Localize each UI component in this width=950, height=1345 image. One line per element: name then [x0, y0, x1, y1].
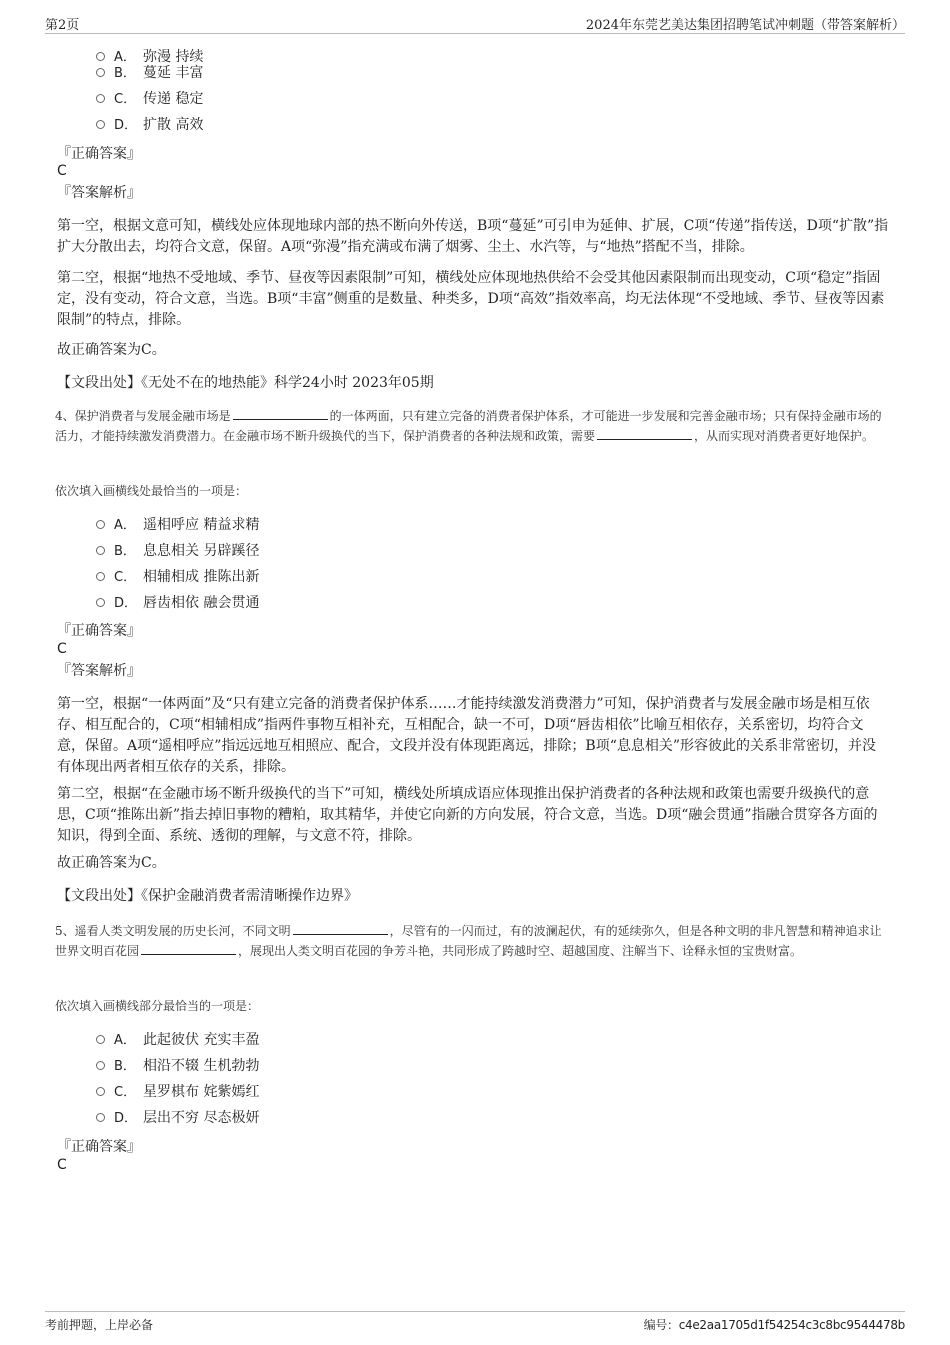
q5-answer: C — [57, 1157, 67, 1173]
q4-analysis-paragraph: 第二空，根据“在金融市场不断升级换代的当下”可知，横线处所填成语应体现推出保护消费者的各种法规和政策也需要升级换代的意思，C项“推陈出新”指去掉旧事物的糟粕，取其精华，并使它向新的方向发展，符合文意，当选。D项“融会贯通”指融合贯穿各方面的知识，得到全面、系统、透彻的理解，与文意不符，排除。 — [57, 786, 878, 844]
q4-option-d[interactable]: D． 唇齿相依 融会贯通 — [96, 593, 259, 613]
radio-icon[interactable] — [96, 1061, 105, 1070]
q3-option-a[interactable]: A． 弥漫 持续 — [96, 47, 203, 67]
radio-icon[interactable] — [96, 598, 105, 607]
q4-conclusion: 故正确答案为C。 — [57, 855, 166, 871]
q5-option-b[interactable]: B． 相沿不辍 生机勃勃 — [96, 1056, 259, 1076]
q4-option-a[interactable]: A． 遥相呼应 精益求精 — [96, 515, 259, 535]
page-header — [45, 12, 905, 34]
fill-blank[interactable] — [141, 943, 236, 955]
q5-option-c[interactable]: C． 星罗棋布 姹紫嫣红 — [96, 1082, 259, 1102]
q3-option-b[interactable]: B． 蔓延 丰富 — [96, 63, 203, 83]
q5-option-a[interactable]: A． 此起彼伏 充实丰盈 — [96, 1030, 259, 1050]
q5-stem: 5、遥看人类文明发展的历史长河，不同文明 ，尽管有的一闪而过，有的波澜起伏，有的延续弥久，但是各种文明的非凡智慧和精神追求让世界文明百花园 ，展现出人类文明百花园的争芳斗艳，共同形成了跨越时空、超越国度、注解当下、诠释永恒的宝贵财富。 — [55, 924, 882, 958]
q3-answer: C — [57, 163, 67, 179]
q3-conclusion: 故正确答案为C。 — [57, 342, 166, 358]
radio-icon[interactable] — [96, 68, 105, 77]
q3-source: 【文段出处】《无处不在的地热能》科学24小时 2023年05期 — [57, 375, 434, 391]
radio-icon[interactable] — [96, 546, 105, 555]
document-code: 编号：c4e2aa1705d1f54254c3c8bc9544478b — [643, 1318, 905, 1332]
page-number: 第2页 — [45, 18, 80, 33]
radio-icon[interactable] — [96, 52, 105, 61]
q5-option-d[interactable]: D． 层出不穷 尽态极妍 — [96, 1108, 259, 1128]
fill-blank[interactable] — [233, 408, 328, 420]
q3-option-c[interactable]: C． 传递 稳定 — [96, 89, 203, 109]
fill-blank[interactable] — [293, 923, 388, 935]
q3-analysis-paragraph: 第一空，根据文意可知，横线处应体现地球内部的热不断向外传送，B项“蔓延”可引申为延伸、扩展，C项“传递”指传送，D项“扩散”指扩大分散出去，均符合文意，保留。A项“弥漫”指充满或布满了烟雾、尘土、水汽等，与“地热”搭配不当，排除。 — [57, 218, 889, 255]
radio-icon[interactable] — [96, 520, 105, 529]
radio-icon[interactable] — [96, 120, 105, 129]
q3-analysis-paragraph: 第二空，根据“地热不受地域、季节、昼夜等因素限制”可知，横线处应体现地热供给不会受其他因素限制而出现变动，C项“稳定”指固定，没有变动，符合文意，当选。B项“丰富”侧重的是数量、种类多，D项“高效”指效率高，均无法体现“不受地域、季节、昼夜等因素限制”的特点，排除。 — [57, 270, 885, 328]
q4-option-c[interactable]: C． 相辅相成 推陈出新 — [96, 567, 259, 587]
q4-prompt: 依次填入画横线处最恰当的一项是： — [55, 484, 248, 498]
q4-analysis-paragraph: 第一空，根据“一体两面”及“只有建立完备的消费者保护体系……才能持续激发消费潜力”可知，保护消费者与发展金融市场是相互依存、相互配合的，C项“相辅相成”指两件事物互相补充，互相配合，缺一不可，D项“唇齿相依”比喻互相依存，关系密切，均符合文意，保留。A项“遥相呼应”指远远地互相照应、配合，文段并没有体现距离远，排除；B项“息息相关”形容彼此的关系非常密切，并没有体现出两者相互依存的关系，排除。 — [57, 696, 877, 775]
page-footer — [45, 1311, 905, 1335]
radio-icon[interactable] — [96, 1087, 105, 1096]
document-title: 2024年东莞艺美达集团招聘笔试冲刺题（带答案解析） — [585, 18, 905, 33]
fill-blank[interactable] — [597, 428, 692, 440]
q3-analysis-label: 『答案解析』 — [57, 185, 141, 201]
radio-icon[interactable] — [96, 94, 105, 103]
q4-analysis-label: 『答案解析』 — [57, 663, 141, 679]
q4-source: 【文段出处】《保护金融消费者需清晰操作边界》 — [57, 888, 358, 904]
radio-icon[interactable] — [96, 1035, 105, 1044]
radio-icon[interactable] — [96, 572, 105, 581]
radio-icon[interactable] — [96, 1113, 105, 1122]
footer-slogan: 考前押题，上岸必备 — [45, 1318, 154, 1332]
q4-answer-label: 『正确答案』 — [57, 623, 141, 639]
q4-option-b[interactable]: B． 息息相关 另辟蹊径 — [96, 541, 259, 561]
q5-answer-label: 『正确答案』 — [57, 1139, 141, 1155]
q3-option-d[interactable]: D． 扩散 高效 — [96, 115, 203, 135]
q5-prompt: 依次填入画横线部分最恰当的一项是： — [55, 999, 260, 1013]
q4-answer: C — [57, 641, 67, 657]
q4-stem: 4、保护消费者与发展金融市场是 的一体两面，只有建立完备的消费者保护体系，才可能进一步发展和完善金融市场；只有保持金融市场的活力，才能持续激发消费潜力。在金融市场不断升级换代的当下，保护消费者的各种法规和政策，需要 ，从而实现对消费者更好地保护。 — [55, 409, 882, 443]
q3-answer-label: 『正确答案』 — [57, 146, 141, 162]
